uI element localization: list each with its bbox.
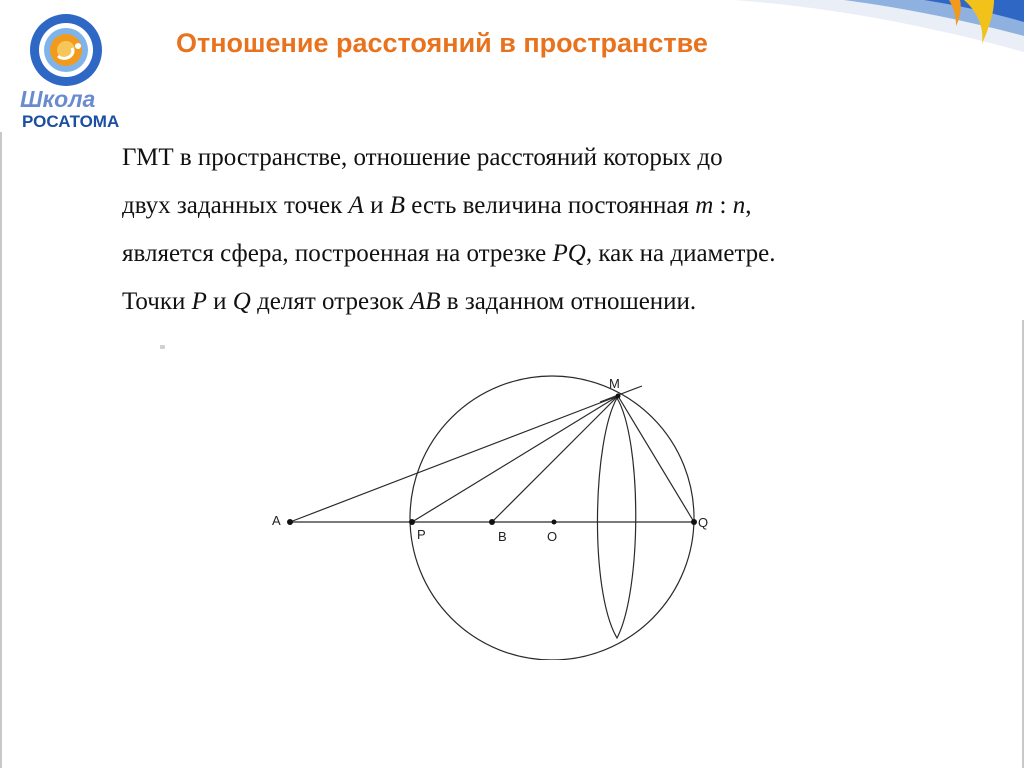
text-segment: делят отрезок	[250, 288, 410, 315]
text-line-2	[122, 182, 982, 230]
label-o: O	[547, 529, 558, 544]
label-a: A	[272, 513, 281, 528]
var-b: B	[389, 192, 405, 219]
text-segment: и	[206, 288, 233, 315]
logo-emblem-icon	[18, 6, 118, 90]
var-n: n	[732, 192, 746, 219]
logo-rosatom-text: РОСАТОМА	[22, 112, 120, 131]
label-p: P	[417, 527, 426, 542]
text-segment: ГМТ в пространстве, отношение расстояний которых до	[122, 144, 723, 171]
text-segment: в заданном отношении.	[440, 288, 697, 315]
sphere-outline	[410, 376, 694, 660]
point-m	[616, 394, 621, 399]
point-p	[409, 519, 415, 525]
decorative-speck	[160, 345, 165, 349]
text-segment: Точки	[122, 288, 192, 315]
point-b	[489, 519, 495, 525]
theorem-text	[122, 134, 982, 326]
text-segment: двух заданных точек	[122, 192, 349, 219]
point-q	[691, 519, 697, 525]
text-segment: ,	[745, 192, 752, 219]
text-segment: и	[363, 192, 390, 219]
sphere-diagram	[262, 370, 722, 660]
text-line-1	[122, 134, 982, 182]
point-o	[552, 520, 557, 525]
tangent-line-at-m	[600, 386, 642, 402]
left-divider	[0, 132, 2, 768]
point-a	[287, 519, 293, 525]
segment-pm	[412, 396, 618, 522]
label-b: B	[498, 529, 507, 544]
var-pq: PQ	[552, 240, 586, 267]
text-segment: , как на диаметре.	[585, 240, 776, 267]
var-a: A	[348, 192, 364, 219]
text-segment: есть величина постоянная	[404, 192, 696, 219]
label-q: Q	[698, 515, 709, 530]
label-m: M	[609, 376, 620, 391]
ratio-colon: :	[713, 192, 733, 219]
text-segment: является сфера, построенная на отрезке	[122, 240, 553, 267]
text-line-3	[122, 230, 982, 278]
var-p: P	[191, 288, 207, 315]
var-q: Q	[232, 288, 251, 315]
slide-title: Отношение расстояний в пространстве	[176, 28, 708, 58]
corner-decoration	[694, 0, 1024, 60]
var-ab: AB	[409, 288, 441, 315]
sphere-meridian	[597, 398, 635, 638]
logo-school-text: Школа	[20, 86, 96, 112]
segment-qm	[618, 396, 694, 522]
segment-bm	[492, 396, 618, 522]
var-m: m	[695, 192, 714, 219]
logo	[18, 6, 130, 132]
text-line-4	[122, 278, 982, 326]
